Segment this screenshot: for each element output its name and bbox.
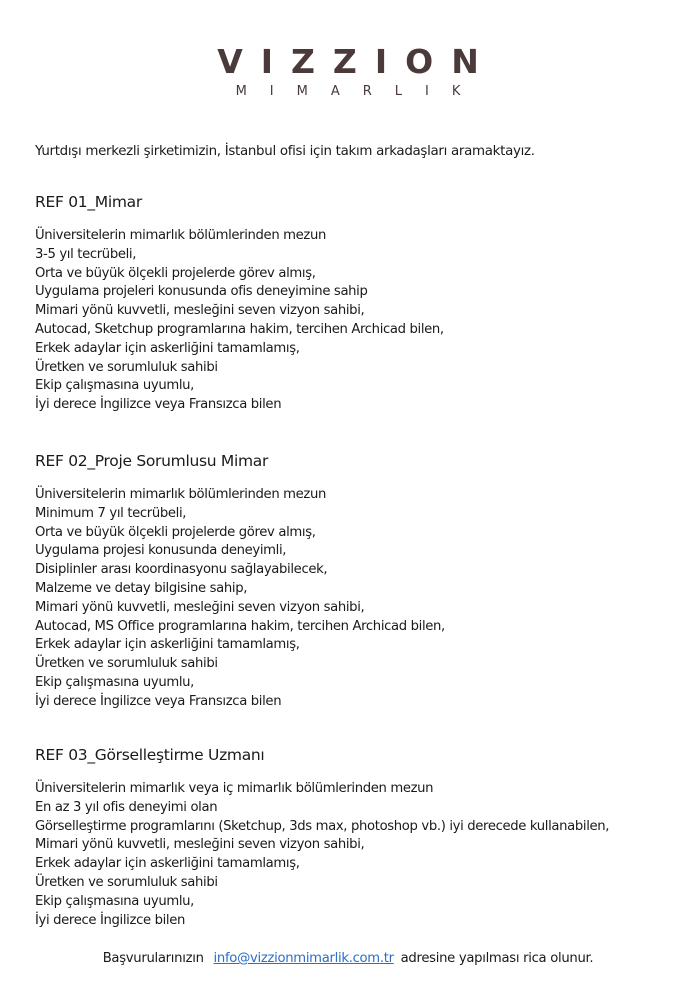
requirement-item: Mimari yönü kuvvetli, mesleğini seven vizyon sahibi, (35, 837, 365, 853)
requirement-item: Erkek adaylar için askerliğini tamamlamış, (35, 637, 300, 653)
requirement-item: Üretken ve sorumluluk sahibi (35, 359, 218, 375)
requirement-item: Görselleştirme programlarını (Sketchup, 3ds max, photoshop vb.) iyi derecede kullanabilen, (35, 818, 610, 834)
job-title: REF 02_Proje Sorumlusu Mimar (35, 452, 269, 470)
requirement-item: Üretken ve sorumluluk sahibi (35, 656, 218, 672)
requirement-item: Mimari yönü kuvvetli, mesleğini seven vizyon sahibi, (35, 599, 365, 615)
logo-subtitle: MIMARLIK (235, 84, 484, 99)
logo-wordmark: VIZZION (217, 42, 497, 81)
requirement-item: Autocad, MS Office programlarına hakim, tercihen Archicad bilen, (35, 618, 445, 634)
requirement-item: Üretken ve sorumluluk sahibi (35, 874, 218, 890)
footer-text-before: Başvurularınızın (102, 951, 204, 966)
requirement-item: İyi derece İngilizce veya Fransızca bilen (35, 693, 282, 709)
requirement-item: Minimum 7 yıl tecrübeli, (35, 505, 187, 521)
requirement-item: Mimari yönü kuvvetli, mesleğini seven vizyon sahibi, (35, 303, 365, 319)
job-title: REF 01_Mimar (35, 193, 142, 211)
requirements-list (35, 780, 609, 930)
requirement-item: Üniversitelerin mimarlık bölümlerinden mezun (35, 228, 327, 243)
requirement-item: Autocad, Sketchup programlarına hakim, tercihen Archicad bilen, (35, 321, 444, 337)
requirement-item: İyi derece İngilizce veya Fransızca bilen (35, 397, 282, 413)
requirement-item: Orta ve büyük ölçekli projelerde görev almış, (35, 265, 316, 281)
footer-text-after: adresine yapılması rica olunur. (400, 951, 594, 966)
requirement-item: Ekip çalışmasına uyumlu, (35, 893, 195, 909)
requirement-item: 3-5 yıl tecrübeli, (35, 246, 137, 262)
email-link[interactable]: info@vizzionmimarlik.com.tr (213, 951, 394, 966)
intro-text: Yurtdışı merkezli şirketimizin, İstanbul ofisi için takım arkadaşları aramaktayız. (35, 144, 535, 159)
requirement-item: Orta ve büyük ölçekli projelerde görev almış, (35, 524, 316, 540)
job-section-ref03 (35, 745, 609, 930)
requirement-item: Uygulama projesi konusunda deneyimli, (35, 543, 287, 559)
requirements-list (35, 227, 444, 415)
requirement-item: Malzeme ve detay bilgisine sahip, (35, 580, 248, 596)
job-title: REF 03_Görselleştirme Uzmanı (35, 746, 265, 764)
requirement-item: İyi derece İngilizce bilen (35, 912, 185, 928)
requirement-item: Üniversitelerin mimarlık veya iç mimarlık bölümlerinden mezun (35, 781, 434, 796)
requirement-item: En az 3 yıl ofis deneyimi olan (35, 799, 218, 815)
requirement-item: Disiplinler arası koordinasyonu sağlayabilecek, (35, 562, 328, 578)
requirement-item: Erkek adaylar için askerliğini tamamlamış, (35, 340, 300, 356)
requirements-list (35, 486, 445, 712)
job-section-ref01 (35, 192, 444, 415)
application-footer (0, 951, 696, 966)
company-logo (0, 44, 696, 100)
requirement-item: Üniversitelerin mimarlık bölümlerinden mezun (35, 487, 327, 502)
requirement-item: Uygulama projeleri konusunda ofis deneyimine sahip (35, 284, 368, 300)
requirement-item: Erkek adaylar için askerliğini tamamlamış, (35, 856, 300, 872)
job-section-ref02 (35, 451, 445, 712)
requirement-item: Ekip çalışmasına uyumlu, (35, 674, 195, 690)
requirement-item: Ekip çalışmasına uyumlu, (35, 378, 195, 394)
